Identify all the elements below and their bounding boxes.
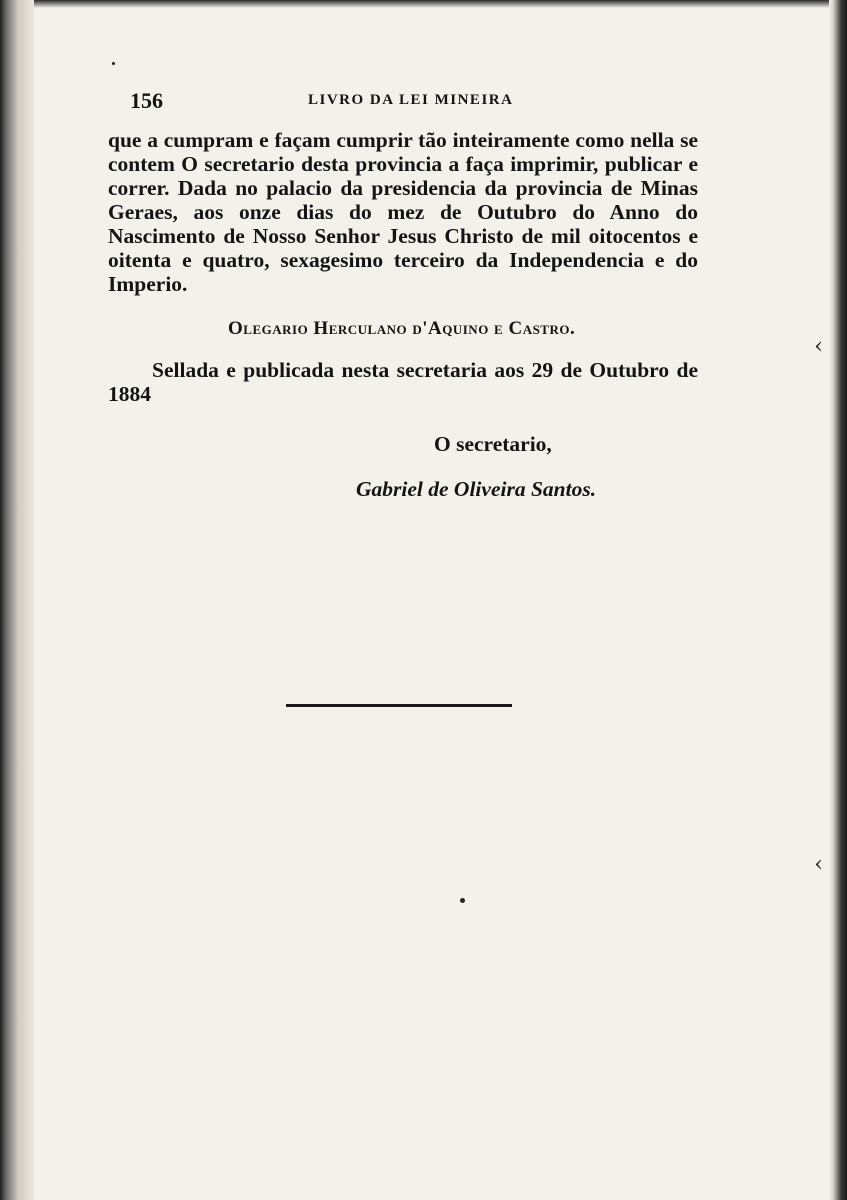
- page-content: [108, 88, 698, 502]
- page-top-edge: [0, 0, 847, 8]
- running-head: [108, 88, 698, 116]
- ink-speck: [112, 62, 115, 65]
- decree-paragraph: que a cumpram e façam cumprir tão inteiramente como nella se contem O secretario desta provincia a faça imprimir, publicar e correr. Dada no palacio da presidencia da provincia de Minas Geraes, aos onze dias do mez de Outubro do Anno do Nascimento de Nosso Senhor Jesus Christo de mil oitocentos e oitenta e quatro, sexagesimo terceiro da Independencia e do Imperio.: [108, 128, 698, 296]
- margin-mark-icon: ‹: [814, 852, 823, 877]
- page-left-edge: [0, 0, 34, 1200]
- closing-signature-name: Gabriel de Oliveira Santos.: [356, 477, 597, 501]
- closing-label: O secretario,: [434, 432, 552, 456]
- margin-mark-icon: ‹: [814, 334, 823, 359]
- page-number: 156: [130, 88, 163, 113]
- ink-speck: [460, 898, 465, 903]
- end-divider: [286, 704, 512, 707]
- signer-name: Olegario Herculano d'Aquino e Castro.: [228, 318, 576, 339]
- page-right-edge: [829, 0, 847, 1200]
- running-title: LIVRO DA LEI MINEIRA: [308, 92, 514, 108]
- publication-note: Sellada e publicada nesta secretaria aos 29 de Outubro de 1884: [108, 358, 698, 406]
